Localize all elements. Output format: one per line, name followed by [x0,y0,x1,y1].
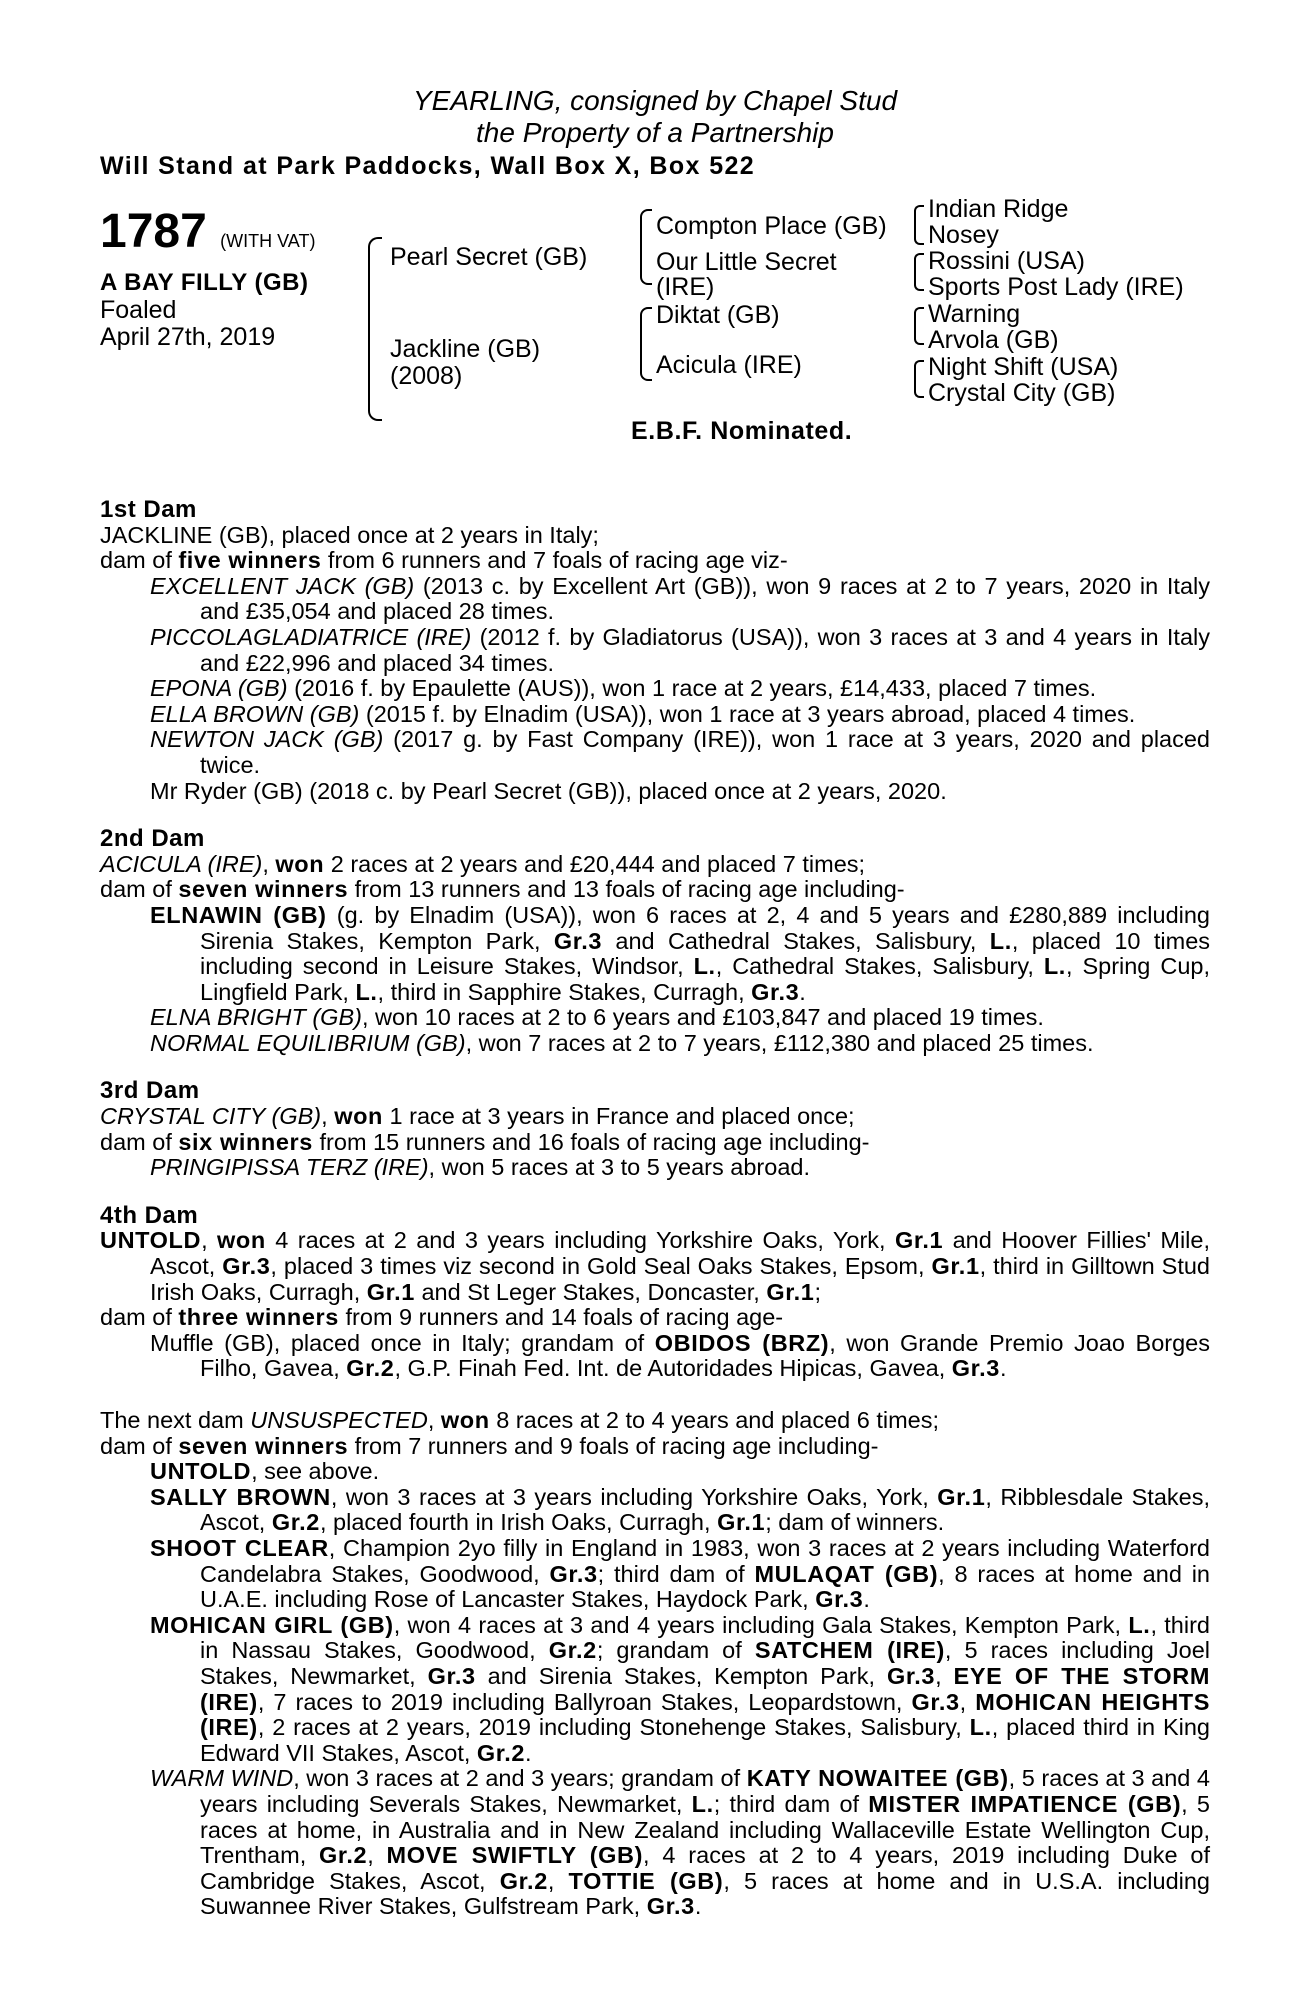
second-dam-intro: ACICULA (IRE), won 2 races at 2 years and £20,444 and placed 7 times; [100,850,866,877]
sire: Pearl Secret (GB) [390,243,588,271]
dd-brace [914,360,924,398]
next-dam-produce-2: SALLY BROWN, won 3 races at 3 years including Yorkshire Oaks, York, Gr.1, Ribblesdale Stakes, Ascot, Gr.2, placed fourth in Irish Oaks, Curragh, Gr.1; dam of winners. [150,1483,1210,1536]
second-dam-produce-1: ELNAWIN (GB) (g. by Elnadim (USA)), won 6 races at 2, 4 and 5 years and £280,889 including Sirenia Stakes, Kempton Park, Gr.3 and Cathedral Stakes, Salisbury, L., placed 10 times including second in Leisure Stakes, Windsor, L., Cathedral Stakes, Salisbury, L., Spring Cup, Lingfield Park, L., third in Sapphire Stakes, Curragh, Gr.3. [150,901,1211,1005]
consignor-line: YEARLING, consigned by Chapel Stud [412,85,898,116]
sire-dam-country: (IRE) [656,273,715,301]
sd-brace [914,253,924,291]
first-dam-produce-4: ELLA BROWN (GB) (2015 f. by Elnadim (USA)), won 1 race at 3 years abroad, placed 4 times. [150,700,1136,727]
vat-label: (WITH VAT) [220,231,316,251]
first-dam-intro: JACKLINE (GB), placed once at 2 years in Italy; [100,521,599,548]
dam-dam-dam: Crystal City (GB) [928,379,1116,407]
fourth-dam-heading: 4th Dam [100,1201,199,1229]
dam-dam: Acicula (IRE) [656,351,802,379]
sire-brace [640,209,652,285]
dam-brace [640,307,652,381]
sire-sire-dam: Nosey [928,221,999,249]
first-dam-produce-summary: dam of five winners from 6 runners and 7 foals of racing age viz- [100,547,788,574]
next-dam-produce-1: UNTOLD, see above. [150,1458,380,1485]
next-dam-produce-5: WARM WIND, won 3 races at 2 and 3 years; grandam of KATY NOWAITEE (GB), 5 races at 3 and 4 years including Severals Stakes, Newmarket, L.; third dam of MISTER IMPATIENCE (GB), 5 races at home, in Australia and in New Zealand including Wallaceville Estate Wellington Cup, Trentham, Gr.2, MOVE SWIFTLY (GB), 4 races at 2 to 4 years, 2019 including Duke of Cambridge Stakes, Ascot, Gr.2, TOTTIE (GB), 5 races at home and in U.S.A. including Suwannee River Stakes, Gulfstream Park, Gr.3. [150,1765,1211,1920]
header [100,85,1210,183]
produce-record [100,497,1210,1920]
dam-sire-dam: Arvola (GB) [928,326,1059,354]
third-dam-heading: 3rd Dam [100,1077,200,1105]
sire-dam-sire: Rossini (USA) [928,247,1085,275]
ss-brace [914,205,924,245]
foaled-label: Foaled [100,296,177,324]
dam: Jackline (GB) [390,335,541,363]
ds-brace [914,307,924,345]
dam-year: (2008) [390,362,463,390]
ebf-nominated: E.B.F. Nominated. [631,417,853,445]
stand-line: Will Stand at Park Paddocks, Wall Box X, Box 522 [100,152,756,180]
dam-sire-sire: Warning [928,300,1021,328]
next-dam-produce-4: MOHICAN GIRL (GB), won 4 races at 3 and 4 years including Gala Stakes, Kempton Park, L., third in Nassau Stakes, Goodwood, Gr.2; grandam of SATCHEM (IRE), 5 races including Joel Stakes, Newmarket, Gr.3 and Sirenia Stakes, Kempton Park, Gr.3, EYE OF THE STORM (IRE), 7 races to 2019 including Ballyroan Stakes, Leopardstown, Gr.3, MOHICAN HEIGHTS (IRE), 2 races at 2 years, 2019 including Stonehenge Stakes, Salisbury, L., placed third in King Edward VII Stakes, Ascot, Gr.2. [150,1611,1211,1766]
sire-sire-sire: Indian Ridge [928,195,1069,223]
second-dam-produce-3: NORMAL EQUILIBRIUM (GB), won 7 races at 2 to 7 years, £112,380 and placed 25 times. [150,1029,1094,1056]
sire-sire: Compton Place (GB) [656,212,887,240]
first-dam-produce-3: EPONA (GB) (2016 f. by Epaulette (AUS)), won 1 race at 2 years, £14,433, placed 7 times. [150,675,1097,702]
sire-dam-dam: Sports Post Lady (IRE) [928,273,1184,301]
catalogue-page [100,85,1210,1920]
second-dam-heading: 2nd Dam [100,825,205,853]
next-dam-produce-3: SHOOT CLEAR, Champion 2yo filly in England in 1983, won 3 races at 2 years including Waterford Candelabra Stakes, Goodwood, Gr.3; third dam of MULAQAT (GB), 8 races at home and in U.A.E. including Rose of Lancaster Stakes, Haydock Park, Gr.3. [150,1534,1210,1613]
foaled-date: April 27th, 2019 [100,323,276,351]
dam-dam-sire: Night Shift (USA) [928,353,1119,381]
next-dam-intro: The next dam UNSUSPECTED, won 8 races at 2 to 4 years and placed 6 times; [100,1407,940,1433]
lot-name: A BAY FILLY (GB) [100,269,309,296]
third-dam-produce-summary: dam of six winners from 15 runners and 16 foals of racing age including- [100,1128,870,1155]
sire-dam: Our Little Secret [656,248,837,276]
next-dam-produce-summary: dam of seven winners from 7 runners and 9 foals of racing age including- [100,1432,879,1459]
lot-number: 1787 (WITH VAT) [100,205,316,258]
first-dam-produce-2: PICCOLAGLADIATRICE (IRE) (2012 f. by Gladiatorus (USA)), won 3 races at 3 and 4 years in Italy and £22,996 and placed 34 times. [150,623,1210,676]
property-line: the Property of a Partnership [476,117,834,148]
first-dam-produce-1: EXCELLENT JACK (GB) (2013 c. by Excellent Art (GB)), won 9 races at 2 to 7 years, 2020 in Italy and £35,054 and placed 28 times. [150,572,1210,625]
pedigree-brace [368,237,382,421]
third-dam-intro: CRYSTAL CITY (GB), won 1 race at 3 years in France and placed once; [100,1103,855,1130]
first-dam-produce-6: Mr Ryder (GB) (2018 c. by Pearl Secret (GB)), placed once at 2 years, 2020. [150,777,947,804]
second-dam-produce-2: ELNA BRIGHT (GB), won 10 races at 2 to 6 years and £103,847 and placed 19 times. [150,1004,1044,1031]
fourth-dam-produce-summary: dam of three winners from 9 runners and 14 foals of racing age- [100,1304,784,1331]
pedigree-table [100,195,1210,457]
third-dam-produce-1: PRINGIPISSA TERZ (IRE), won 5 races at 3 to 5 years abroad. [150,1154,810,1181]
fourth-dam-intro: UNTOLD, won 4 races at 2 and 3 years including Yorkshire Oaks, York, Gr.1 and Hoover Fillies' Mile, Ascot, Gr.3, placed 3 times viz second in Gold Seal Oaks Stakes, Epsom, Gr.1, third in Gilltown Stud Irish Oaks, Curragh, Gr.1 and St Leger Stakes, Doncaster, Gr.1; [100,1227,1210,1305]
first-dam-produce-5: NEWTON JACK (GB) (2017 g. by Fast Company (IRE)), won 1 race at 3 years, 2020 and placed twice. [150,726,1210,778]
dam-sire: Diktat (GB) [656,301,780,329]
second-dam-produce-summary: dam of seven winners from 13 runners and 13 foals of racing age including- [100,876,905,903]
fourth-dam-produce-1: Muffle (GB), placed once in Italy; grandam of OBIDOS (BRZ), won Grande Premio Joao Borges Filho, Gavea, Gr.2, G.P. Finah Fed. Int. de Autoridades Hipicas, Gavea, Gr.3. [150,1329,1210,1382]
first-dam-heading: 1st Dam [100,496,197,523]
